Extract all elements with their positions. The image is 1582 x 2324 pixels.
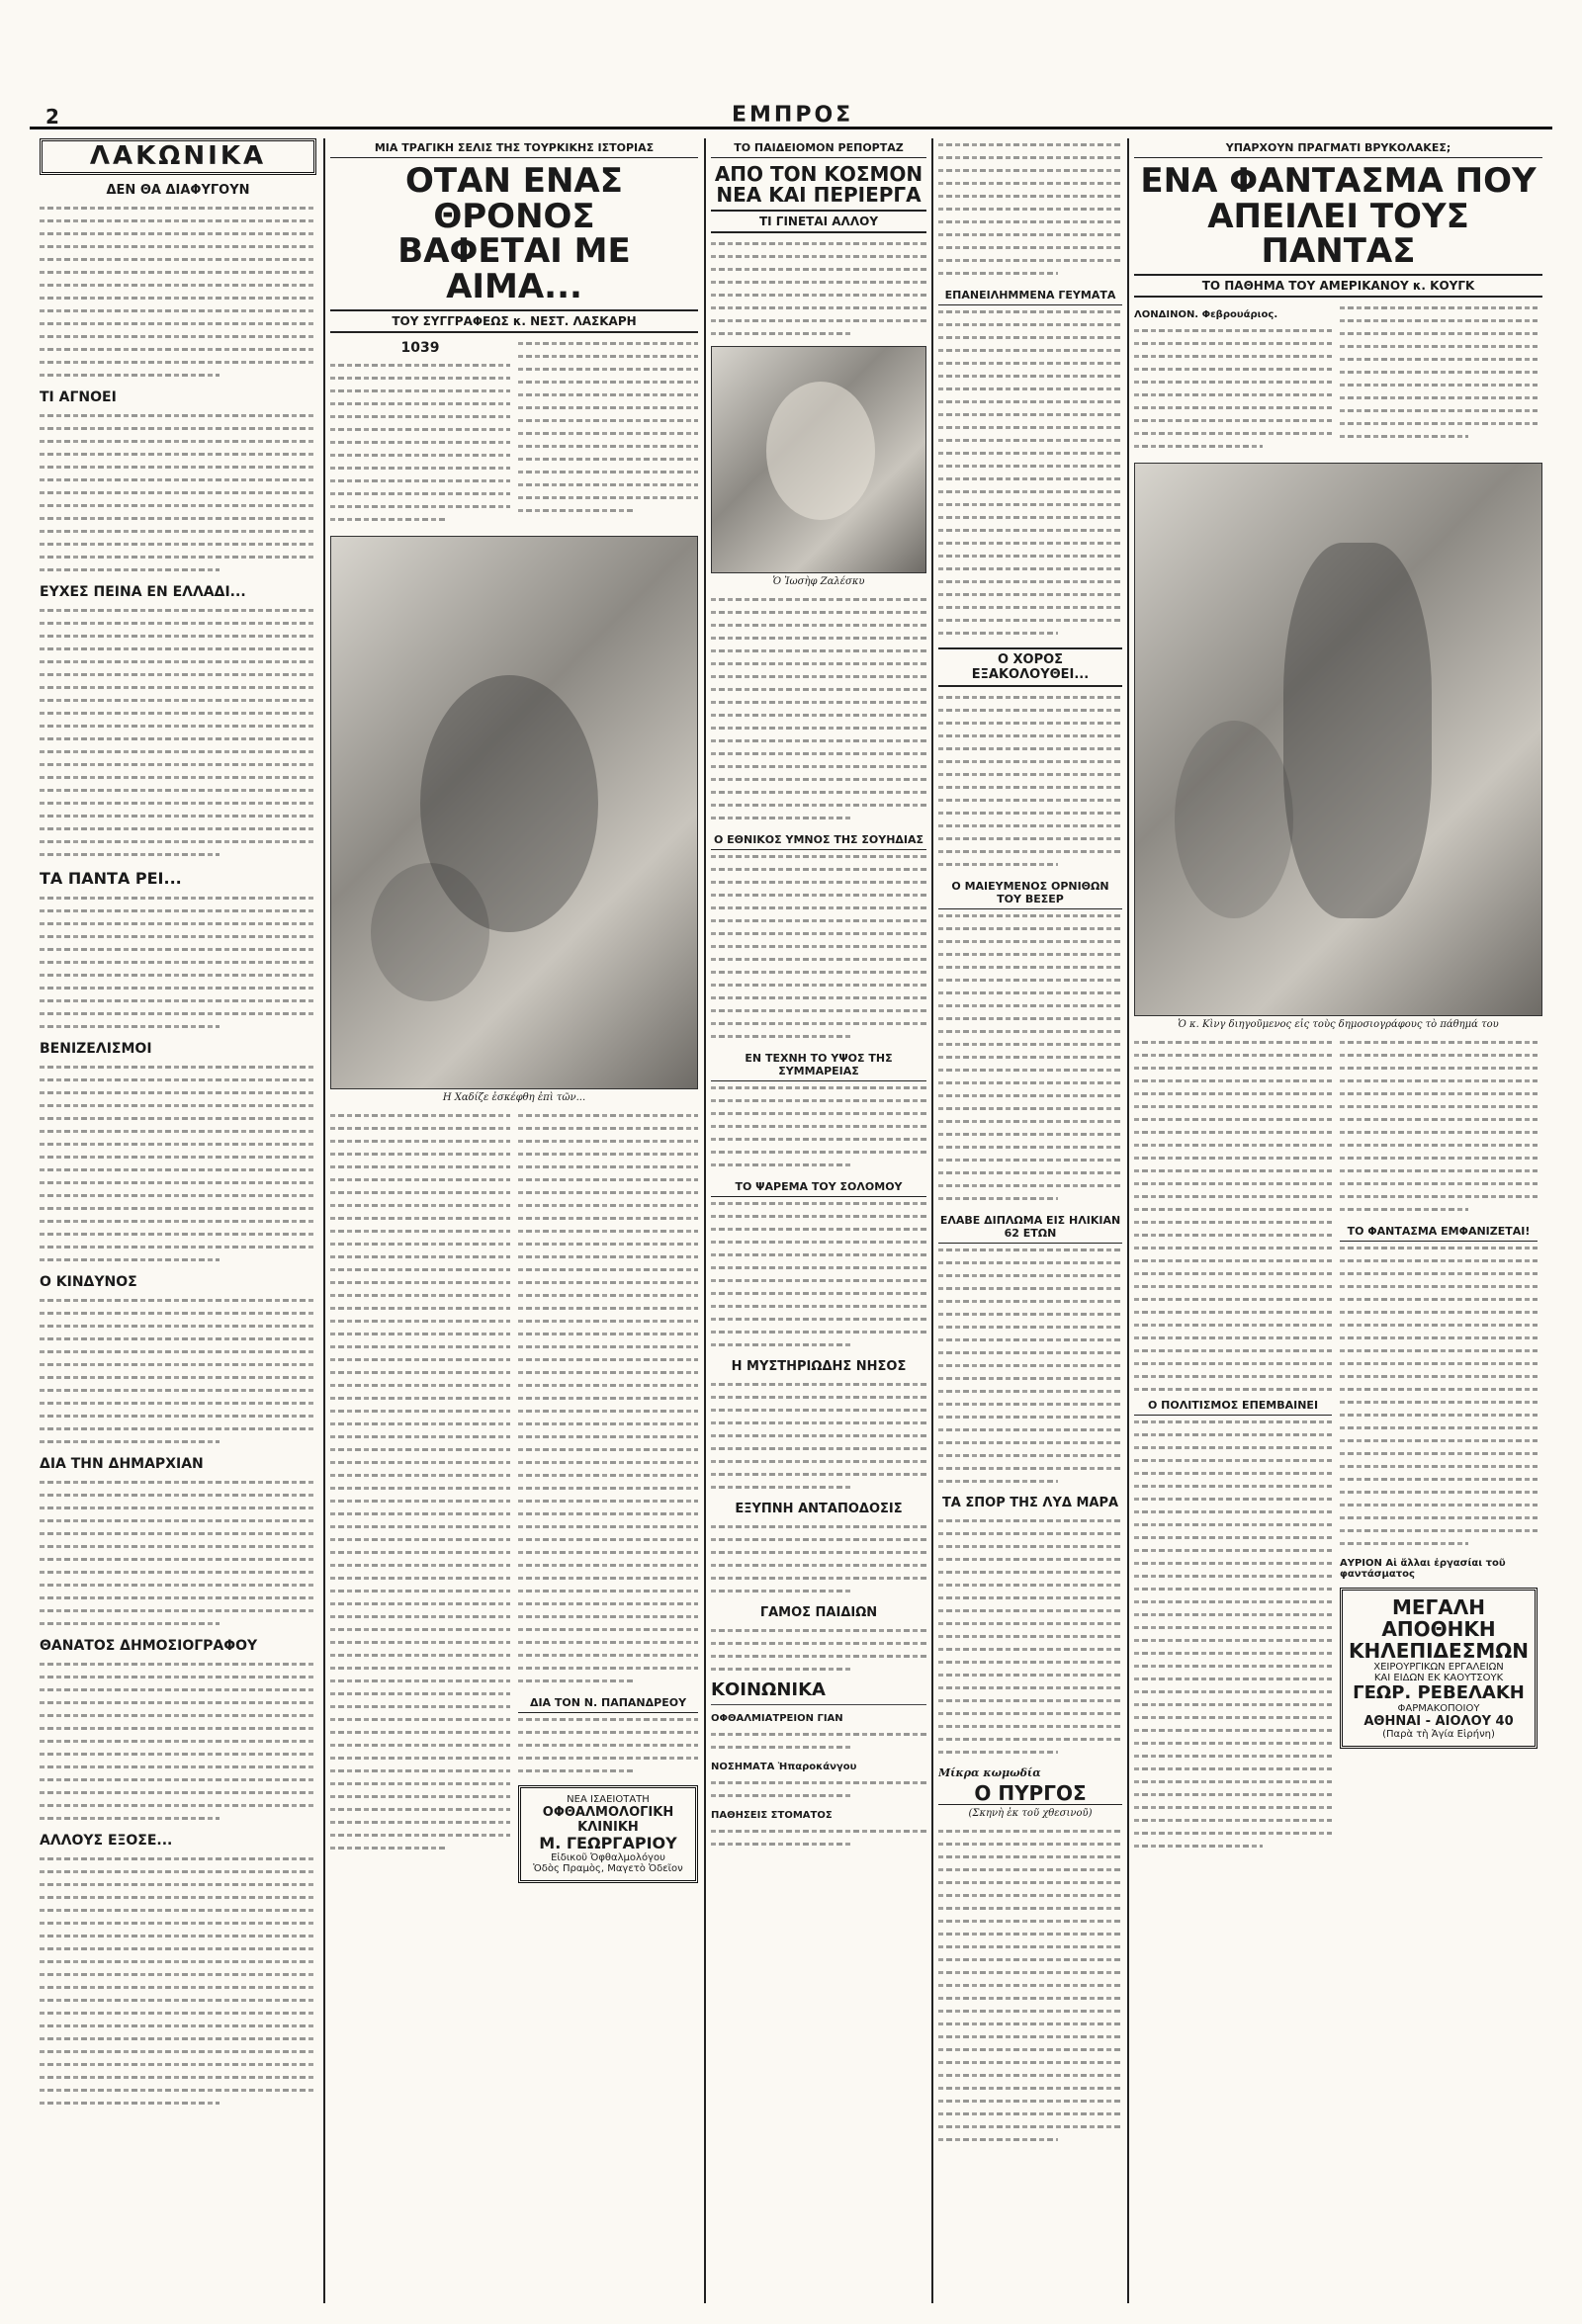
advertisement-eye-clinic [518,1785,698,1883]
photograph [1134,463,1542,1016]
article-heading: ΔΕΝ ΘΑ ΔΙΑΦΥΓΟΥΝ [106,183,250,199]
ad-line: Ὁδὸς Πραμὸς, Μαγετὸ Ὀδεῖον [533,1863,683,1875]
ad-line: ΑΘΗΝΑΙ - ΑΙΟΛΟΥ 40 [1363,1713,1514,1729]
article-heading: Ο ΧΟΡΟΣ ΕΞΑΚΟΛΟΥΘΕΙ... [938,647,1122,687]
article-heading: ΕΛΑΒΕ ΔΙΠΛΩΜΑ ΕΙΣ ΗΛΙΚΙΑΝ 62 ΕΤΩΝ [938,1211,1122,1244]
ad-line: ΧΕΙΡΟΥΡΓΙΚΩΝ ΕΡΓΑΛΕΙΩΝ [1373,1662,1504,1674]
masthead: ΕΜΠΡΟΣ [732,103,854,128]
article-heading: Η ΜΥΣΤΗΡΙΩΔΗΣ ΝΗΣΟΣ [731,1359,907,1374]
article-heading: ΑΛΛΟΥΣ ΕΞΟΣΕ... [40,1833,173,1850]
headline-line-1: ΕΝΑ ΦΑΝΤΑΣΜΑ ΠΟΥ [1140,161,1537,201]
ad-line: ΝΕΑ ΙΣΑΕΙΟΤΑΤΗ [567,1794,650,1806]
section-title: ΛΑΚΩΝΙΚΑ [40,138,316,175]
headline-line-1: ΟΤΑΝ ΕΝΑΣ ΘΡΟΝΟΣ [405,161,623,236]
ad-line: ΜΕΓΑΛΗ ΑΠΟΘΗΚΗ [1381,1595,1496,1642]
continuation-note: ΑΥΡΙΟΝ Αἱ ἄλλαι ἐργασίαι τοῦ φαντάσματος [1340,1558,1506,1581]
ad-line: Μ. ΓΕΩΡΓΑΡΙΟΥ [539,1834,677,1853]
notice-heading: ΠΑΘΗΣΕΙΣ ΣΤΟΜΑΤΟΣ [711,1809,833,1821]
column-misc [938,138,1122,2303]
ad-line: ΦΑΡΜΑΚΟΠΟΙΟΥ [1397,1702,1480,1714]
article-heading: Ο ΕΘΝΙΚΟΣ ΥΜΝΟΣ ΤΗΣ ΣΟΥΗΔΙΑΣ [711,830,926,850]
headline-line-2: ΑΠΕΙΛΕΙ ΤΟΥΣ ΠΑΝΤΑΣ [1207,196,1469,272]
byline: ΤΙ ΓΙΝΕΤΑΙ ΑΛΛΟΥ [711,210,926,233]
column-lakonika [40,138,316,2303]
article-heading: ΘΑΝΑΤΟΣ ΔΗΜΟΣΙΟΓΡΑΦΟΥ [40,1638,258,1655]
illustration-caption: Η Χαδίζε ἐσκέφθη ἐπὶ τῶν... [442,1092,586,1104]
ad-line: ΚΑΙ ΕΙΔΩΝ ΕΚ ΚΑΟΥΤΣΟΥΚ [1373,1673,1504,1684]
advertisement-medical-supplies [1340,1588,1538,1749]
year-label: 1039 [400,339,440,356]
illustration [330,536,698,1089]
comedy-subtitle: (Σκηνὴ ἐκ τοῦ χθεσινοῦ) [968,1808,1093,1819]
ad-line: Εἰδικοῦ Ὀφθαλμολόγου [551,1852,665,1864]
notice-heading: ΝΟΣΗΜΑΤΑ Ἡπαροκάνγου [711,1761,857,1772]
ad-line: ΚΗΛΕΠΙΔΕΣΜΩΝ [1349,1639,1530,1664]
column-turkish-history [330,138,698,2303]
article-heading: ΔΙΑ ΤΟΝ Ν. ΠΑΠΑΝΔΡΕΟΥ [518,1693,698,1713]
column-divider [704,138,706,2303]
portrait-photo [711,346,926,573]
column-divider [931,138,933,2303]
article-heading: ΓΑΜΟΣ ΠΑΙΔΙΩΝ [759,1605,878,1620]
byline: ΤΟ ΠΑΘΗΜΑ ΤΟΥ ΑΜΕΡΙΚΑΝΟΥ κ. ΚΟΥΓΚ [1134,274,1542,298]
article-heading: ΤΑ ΠΑΝΤΑ ΡΕΙ... [40,869,182,889]
photo-caption: Ὁ κ. Κὶνγ διηγοῦμενος εἰς τοὺς δημοσιογράφους τὸ πάθημά του [1178,1019,1499,1031]
kicker: ΜΙΑ ΤΡΑΓΙΚΗ ΣΕΛΙΣ ΤΗΣ ΤΟΥΡΚΙΚΗΣ ΙΣΤΟΡΙΑΣ [330,138,698,158]
article-heading: Ο ΜΑΙΕΥΜΕΝΟΣ ΟΡΝΙΘΩΝ ΤΟΥ ΒΕΣΕΡ [938,877,1122,909]
article-heading: ΤΟ ΨΑΡΕΜΑ ΤΟΥ ΣΟΛΟΜΟΥ [711,1177,926,1197]
column-divider [1127,138,1129,2303]
byline: ΤΟΥ ΣΥΓΓΡΑΦΕΩΣ κ. ΝΕΣΤ. ΛΑΣΚΑΡΗ [330,309,698,333]
article-heading: ΤΑ ΣΠΟΡ ΤΗΣ ΛΥΔ ΜΑΡΑ [941,1496,1119,1510]
column-divider [323,138,325,2303]
article-heading: ΔΙΑ ΤΗΝ ΔΗΜΑΡΧΙΑΝ [40,1456,204,1473]
ad-line: ΟΦΘΑΛΜΟΛΟΓΙΚΗ ΚΛΙΝΙΚΗ [542,1805,674,1836]
comedy-title: Ο ΠΥΡΓΟΣ [938,1783,1122,1805]
article-heading: Ο ΠΟΛΙΤΙΣΜΟΣ ΕΠΕΜΒΑΙΝΕΙ [1134,1396,1332,1416]
column-ghost [1134,138,1542,2303]
article-heading: Ο ΚΙΝΔΥΝΟΣ [40,1274,137,1291]
headline-line-2: ΒΑΦΕΤΑΙ ΜΕ ΑΙΜΑ... [397,231,631,307]
section-title: ΚΟΙΝΩΝΙΚΑ [711,1679,826,1700]
column-world-news [711,138,926,2303]
kicker: ΤΟ ΠΑΙΔΕΙΟΜΟΝ ΡΕΠΟΡΤΑΖ [711,138,926,158]
article-heading: ΒΕΝΙΖΕΛΙΣΜΟΙ [40,1041,152,1058]
headline-line-2: ΝΕΑ ΚΑΙ ΠΕΡΙΕΡΓΑ [716,183,922,207]
article-heading: ΕΥΧΕΣ ΠΕΙΝΑ ΕΝ ΕΛΛΑΔΙ... [40,584,246,601]
article-heading: ΤΙ ΑΓΝΟΕΙ [40,389,117,406]
kicker: ΥΠΑΡΧΟΥΝ ΠΡΑΓΜΑΤΙ ΒΡΥΚΟΛΑΚΕΣ; [1134,138,1542,158]
comedy-kicker: Μίκρα κωμωδία [938,1766,1041,1779]
notice-heading: ΟΦΘΑΛΜΙΑΤΡΕΙΟΝ ΓΙΑΝ [711,1712,843,1724]
portrait-caption: Ὁ Ἰωσὴφ Ζαλέσκυ [772,576,865,587]
article-heading: ΕΠΑΝΕΙΛΗΜΜΕΝΑ ΓΕΥΜΑΤΑ [938,286,1122,305]
ad-line: (Παρὰ τὴ Ἁγία Εἰρήνη) [1382,1728,1495,1740]
article-heading: ΕΝ ΤΕΧΝΗ ΤΟ ΥΨΟΣ ΤΗΣ ΣΥΜΜΑΡΕΙΑΣ [711,1049,926,1081]
headline-line-1: ΑΠΟ ΤΟΝ ΚΟΣΜΟΝ [714,162,923,186]
article-heading: ΕΞΥΠΝΗ ΑΝΤΑΠΟΔΟΣΙΣ [735,1502,903,1516]
page-number: 2 [45,105,59,129]
article-heading: ΤΟ ΦΑΝΤΑΣΜΑ ΕΜΦΑΝΙΖΕΤΑΙ! [1340,1222,1538,1242]
ad-line: ΓΕΩΡ. ΡΕΒΕΛΑΚΗ [1353,1682,1525,1704]
dateline: ΛΟΝΔΙΝΟΝ. Φεβρουάριος. [1134,309,1278,321]
